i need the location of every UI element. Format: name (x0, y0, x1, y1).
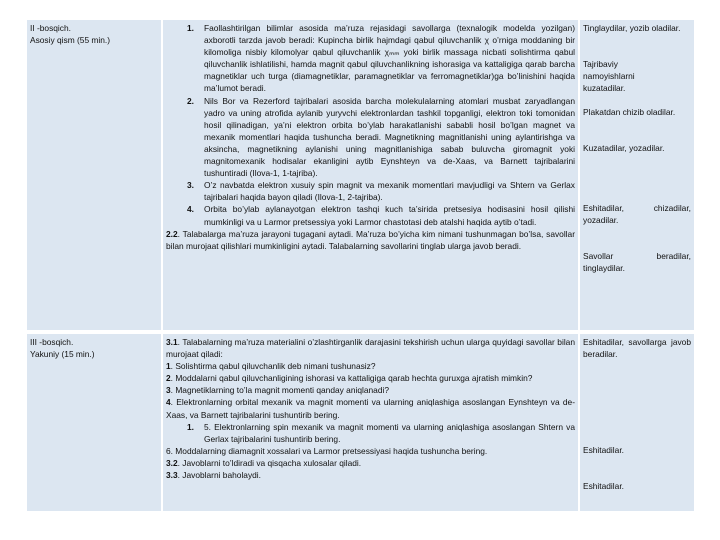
list-number: 3. (187, 180, 194, 191)
section-text: . Javoblarni to’ldiradi va qisqacha xulosalar qiladi. (177, 457, 362, 468)
section-number: 3.1 (166, 337, 178, 347)
question (166, 396, 575, 420)
stage-title: II -bosqich. (30, 23, 71, 33)
student-activity-cell (580, 20, 694, 330)
section-number: 3.3 (166, 470, 178, 481)
list-item (166, 203, 575, 227)
question-number: 1 (166, 361, 171, 372)
list-text: O’z navbatda elektron xusuiy spin magnit va mexanik momentlari mavjudligi va Shtern va Gerlax tajribalari haqida bayon qiladi (Ilova-1, 2-tajriba). (204, 180, 575, 203)
teacher-activity-cell (163, 334, 578, 511)
student-activity: Eshitadilar. (583, 445, 624, 455)
list-text: Nils Bor va Rezerford tajribalari asosida barcha molekulalarning atomlari musbat zaryadlangan yadro va uning atrofida aylanib yuryvchi elektronlardan tashkil topganligi, elektron toki tomonidan hosil qilinadigan, ya’ni elektron orbita bo’ylab harakatlanishi sababli hosil bo’lgan magnet va mexanik momentlari haqida tushuncha beradi. Magnetikning magnitlanishi uning aylantirishga va aksincha, magnetikning aylanishi uning magnitlanishiga sabab buluvcha giromagnit yoki magnitomexanik hodisalar ekanligini aytib Eynshteyn va de-Xaas, va Barnett tajribalarini tushuntiradi (Ilova-1, 1-tajriba). (204, 95, 575, 179)
section-3-2 (166, 457, 575, 469)
list-item (166, 179, 575, 203)
stage-title: III -bosqich. (30, 337, 74, 347)
question (166, 372, 575, 384)
stage-subtitle: Asosiy qism (55 min.) (30, 35, 111, 46)
question-6: 6. Moddalarning diamagnit xossalari va Larmor pretsessiyasi haqida tushuncha bering. (166, 445, 488, 456)
section-number: 2.2 (166, 228, 178, 239)
question-text: . Moddalarni qabul qiluvchanligining ishorasi va kattaligiga qarab hechta guruxga ajratish mimkin? (170, 373, 533, 384)
list-item (166, 421, 575, 445)
teacher-activity-cell (163, 20, 578, 330)
student-activity-cell (580, 334, 694, 511)
section-3-1 (166, 336, 575, 360)
list-item (166, 95, 575, 180)
list-number: 1. (187, 421, 194, 432)
table-row-stage-2 (27, 20, 694, 330)
question (166, 384, 575, 396)
list-number: 2. (187, 95, 194, 106)
question-text: . Solishtirma qabul qiluvchanlik deb nimani tushunasiz? (170, 361, 376, 372)
lesson-plan-table (27, 20, 694, 515)
student-activity: Tinglaydilar, yozib oladilar. (583, 23, 681, 33)
student-activity: Kuzatadilar, yozadilar. (583, 143, 665, 153)
table-row-stage-3 (27, 334, 694, 511)
question-number: 2 (166, 373, 171, 384)
stage-subtitle: Yakuniy (15 min.) (30, 349, 95, 360)
student-activity: Eshitadilar. (583, 481, 624, 491)
question-number: 4 (166, 397, 171, 408)
list-text: 5. Elektronlarning spin mexanik va magnit momenti va ularning aniqlashiga asoslangan Shtern va Gerlax tajribalarini tushuntirib bering. (204, 421, 575, 444)
list-item (166, 22, 575, 95)
section-text: . Talabalarning ma’ruza materialini o’zlashtirganlik darajasini tekshirish uchun ularga quyidagi savollar bilan murojaat qiladi: (166, 337, 575, 360)
student-activity: Tajribaviy namoyishlarni kuzatadilar. (583, 59, 635, 94)
section-text: . Talabalarga ma’ruza jarayoni tugagani aytadi. Ma’ruza bo’yicha kim nimani tushunmagan bo’lsa, savollar bilan murojaat qilishlari mumkinligini aytadi. Talabalarning savollarini tinglab ularga javob beradi. (166, 228, 575, 251)
list-number: 1. (187, 23, 194, 33)
list-text: Faollashtirilgan bilimlar asosida ma’ruza rejasidagi savollarga (texnalogik modelda yozilgan) axborotli tarzda javob beradi: Kupincha birlik hajmdagi qabul qiluvchanlik χ o’rniga moddaning bir kilomoliga nisbiy kilomolyar qabul qiluvchanlik χₘₘ yoki birlik massaga nicbati solishtirma qabul qiluvchanlik ishlatilishi, hamda magnit qabul qiluvchanlikning ishorasiga va kattaligiga qarab barcha magnetiklar uch turga (diamagnetiklar, paramagnetiklar va ferromagnetiklar)ga bo’linishini haqida ma’lumot beradi. (204, 23, 575, 94)
student-activity: Eshitadilar, chizadilar, yozadilar. (583, 203, 691, 226)
list-text: Orbita bo’ylab aylanayotgan elektron tashqi kuch ta’sirida pretsesiya hodisasini hosil qilishi mumkinligi va u Larmor pretsessiya yoki Larmor chastotasi deb atalshi haqida aytib o’tadi. (204, 204, 575, 227)
student-activity: Savollar beradilar, tinglaydilar. (583, 251, 691, 274)
section-number: 3.2 (166, 457, 178, 468)
student-activity: Plakatdan chizib oladilar. (583, 107, 676, 117)
question-number: 3 (166, 385, 171, 396)
section-2-2 (166, 228, 575, 252)
section-3-3 (166, 469, 575, 481)
stage-cell (27, 20, 161, 330)
stage-cell (27, 334, 161, 511)
question-text: . Elektronlarning orbital mexanik va magnit momenti va ularning aniqlashiga asoslangan Eynshteyn va de-Xaas, va Barnett tajribalarini tushuntirib bering. (166, 397, 575, 420)
student-activity: Eshitadilar, savollarga javob beradilar. (583, 337, 691, 360)
section-text: . Javoblarni baholaydi. (177, 470, 261, 481)
list-number: 4. (187, 204, 194, 215)
question-text: . Magnetiklarning to’la magnit momenti qanday aniqlanadi? (170, 385, 390, 396)
question (166, 360, 575, 372)
